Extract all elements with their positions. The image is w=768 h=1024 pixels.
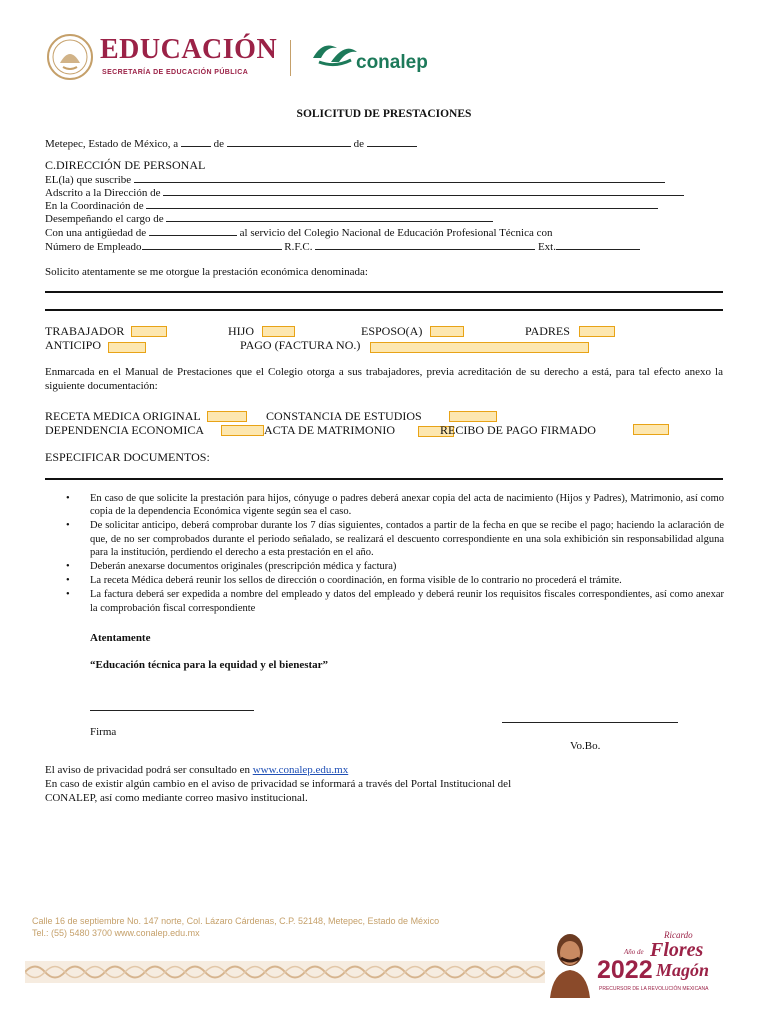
portrait-icon [545,928,595,998]
firma-line[interactable] [90,710,254,711]
conalep-logo-icon [311,38,359,70]
list-item: • La receta Médica deberá reunir los sellos de dirección o coordinación, en forma visible de lo contrario no procederá el trámite. [66,575,622,587]
sep-seal [46,33,94,81]
rfc-label: R.F.C. [284,241,313,253]
factura-field[interactable] [370,342,589,353]
month-field[interactable] [227,136,351,147]
sep-title: EDUCACIÓN [100,34,278,65]
trabajador-label: TRABAJADOR [45,324,125,338]
dependencia-label: DEPENDENCIA ECONOMICA [45,423,204,437]
list-item: • De solicitar anticipo, deberá comprobar durante los 7 días siguientes, contados a partir de la fecha en que se recibe el pago; haciendo la aclaración de que, de no ser comprobados durante el periodo señalado, se realizará el descuento correspondiente en una sola exhibición sin responsabilidad alguna para la institución, perdiendo el derecho a esta prestación en el año. [66,520,724,558]
hijo-checkbox[interactable] [262,326,295,337]
antiguedad-field[interactable] [149,225,237,236]
footer-contact: Tel.: (55) 5480 3700 www.conalep.edu.mx [32,928,200,938]
empleado-label: Número de Empleado [45,241,142,253]
receta-label: RECETA MEDICA ORIGINAL [45,409,201,423]
rfc-field[interactable] [315,239,535,250]
magon: Magón [656,960,710,980]
adscrito-field[interactable] [163,185,684,196]
flores: Flores [650,939,704,961]
list-item: • Deberán anexarse documentos originales (prescripción médica y factura) [66,561,397,573]
vobo-line[interactable] [502,722,678,723]
hijo-label: HIJO [228,324,254,338]
privacy-line-2: En caso de existir algún cambio en el aviso de privacidad se informará a través del Portal Institucional del [45,778,512,790]
ano-de: Año de [624,948,644,956]
antiguedad-label: Con una antigüedad de [45,227,147,239]
precursor: PRECURSOR DE LA REVOLUCIÓN MEXICANA [599,986,709,992]
adscrito-label: Adscrito a la Dirección de [45,187,161,199]
anticipo-checkbox[interactable] [108,342,146,353]
request-line-2[interactable] [45,309,723,311]
constancia-checkbox[interactable] [449,411,497,422]
addressee: C.DIRECCIÓN DE PERSONAL [45,158,206,172]
motto: “Educación técnica para la equidad y el bienestar” [90,659,329,671]
list-item: • La factura deberá ser expedida a nombre del empleado y datos del empleado y deberá reunir los requisitos fiscales correspondientes, así como anexar la comprobación fiscal correspondiente [66,589,724,614]
empleado-field[interactable] [142,239,282,250]
requirements-list [66,492,724,616]
footer-ornament [25,961,545,983]
especificar-line[interactable] [45,478,723,480]
coordinacion-field[interactable] [146,198,658,209]
manual-text: Enmarcada en el Manual de Prestaciones que el Colegio otorga a sus trabajadores, previa acreditación de su derecho a está, para tal efecto anexo la siguiente documentación: [45,366,723,392]
ricardo: Ricardo [664,930,693,940]
padres-label: PADRES [525,324,570,338]
year-field[interactable] [367,136,417,147]
date-line [45,136,417,151]
closing: Atentamente [90,632,151,644]
privacy-line-1 [45,764,348,777]
date-de-2: de [353,138,364,150]
anticipo-label: ANTICIPO [45,338,101,352]
privacy-link[interactable]: www.conalep.edu.mx [252,764,349,776]
antiguedad-tail: al servicio del Colegio Nacional de Educación Profesional Técnica con [239,227,553,239]
esposo-checkbox[interactable] [430,326,464,337]
vobo-label: Vo.Bo. [570,740,601,752]
request-line-1[interactable] [45,291,723,293]
year-mark: 2022 [597,956,653,984]
form-title: SOLICITUD DE PRESTACIONES [296,108,472,120]
recibo-checkbox[interactable] [633,424,669,435]
sep-subtitle: SECRETARÍA DE EDUCACIÓN PÚBLICA [102,69,249,76]
acta-label: ACTA DE MATRIMONIO [264,423,396,437]
pago-label: PAGO (FACTURA NO.) [240,338,361,352]
coordinacion-label: En la Coordinación de [45,200,144,212]
cargo-label: Desempeñando el cargo de [45,213,164,225]
cargo-row [45,211,493,226]
antiguedad-row [45,225,553,240]
list-item: • En caso de que solicite la prestación para hijos, cónyuge o padres deberá anexar copia del acta de nacimiento (Hijos y Padres), Matrimonio, así como copia de la dependencia Económica vigente según sea el caso. [66,493,724,518]
privacy-prefix: El aviso de privacidad podrá ser consultado en [45,764,250,776]
date-prefix: Metepec, Estado de México, a [45,138,179,150]
request-text: Solicito atentamente se me otorgue la prestación económica denominada: [45,266,368,278]
recibo-label: RECIBO DE PAGO FIRMADO [440,423,596,437]
ext-field[interactable] [556,239,640,250]
dependencia-checkbox[interactable] [221,425,264,436]
receta-checkbox[interactable] [207,411,247,422]
privacy-line-3: CONALEP, así como mediante correo masivo institucional. [45,792,308,804]
cargo-field[interactable] [166,211,493,222]
empleado-row [45,239,640,254]
suscribe-label: EL(la) que suscribe [45,174,132,186]
esposo-label: ESPOSO(A) [361,324,423,338]
header-divider [290,40,291,76]
firma-label: Firma [90,726,117,738]
ext-label: Ext. [537,241,556,253]
date-de-1: de [213,138,225,150]
day-field[interactable] [181,136,211,147]
suscribe-field[interactable] [134,172,665,183]
trabajador-checkbox[interactable] [131,326,167,337]
especificar-label: ESPECIFICAR DOCUMENTOS: [45,450,210,464]
footer-address: Calle 16 de septiembre No. 147 norte, Col. Lázaro Cárdenas, C.P. 52148, Metepec, Estado de México [32,916,440,926]
padres-checkbox[interactable] [579,326,615,337]
conalep-name: conalep [356,52,428,73]
constancia-label: CONSTANCIA DE ESTUDIOS [266,409,422,423]
